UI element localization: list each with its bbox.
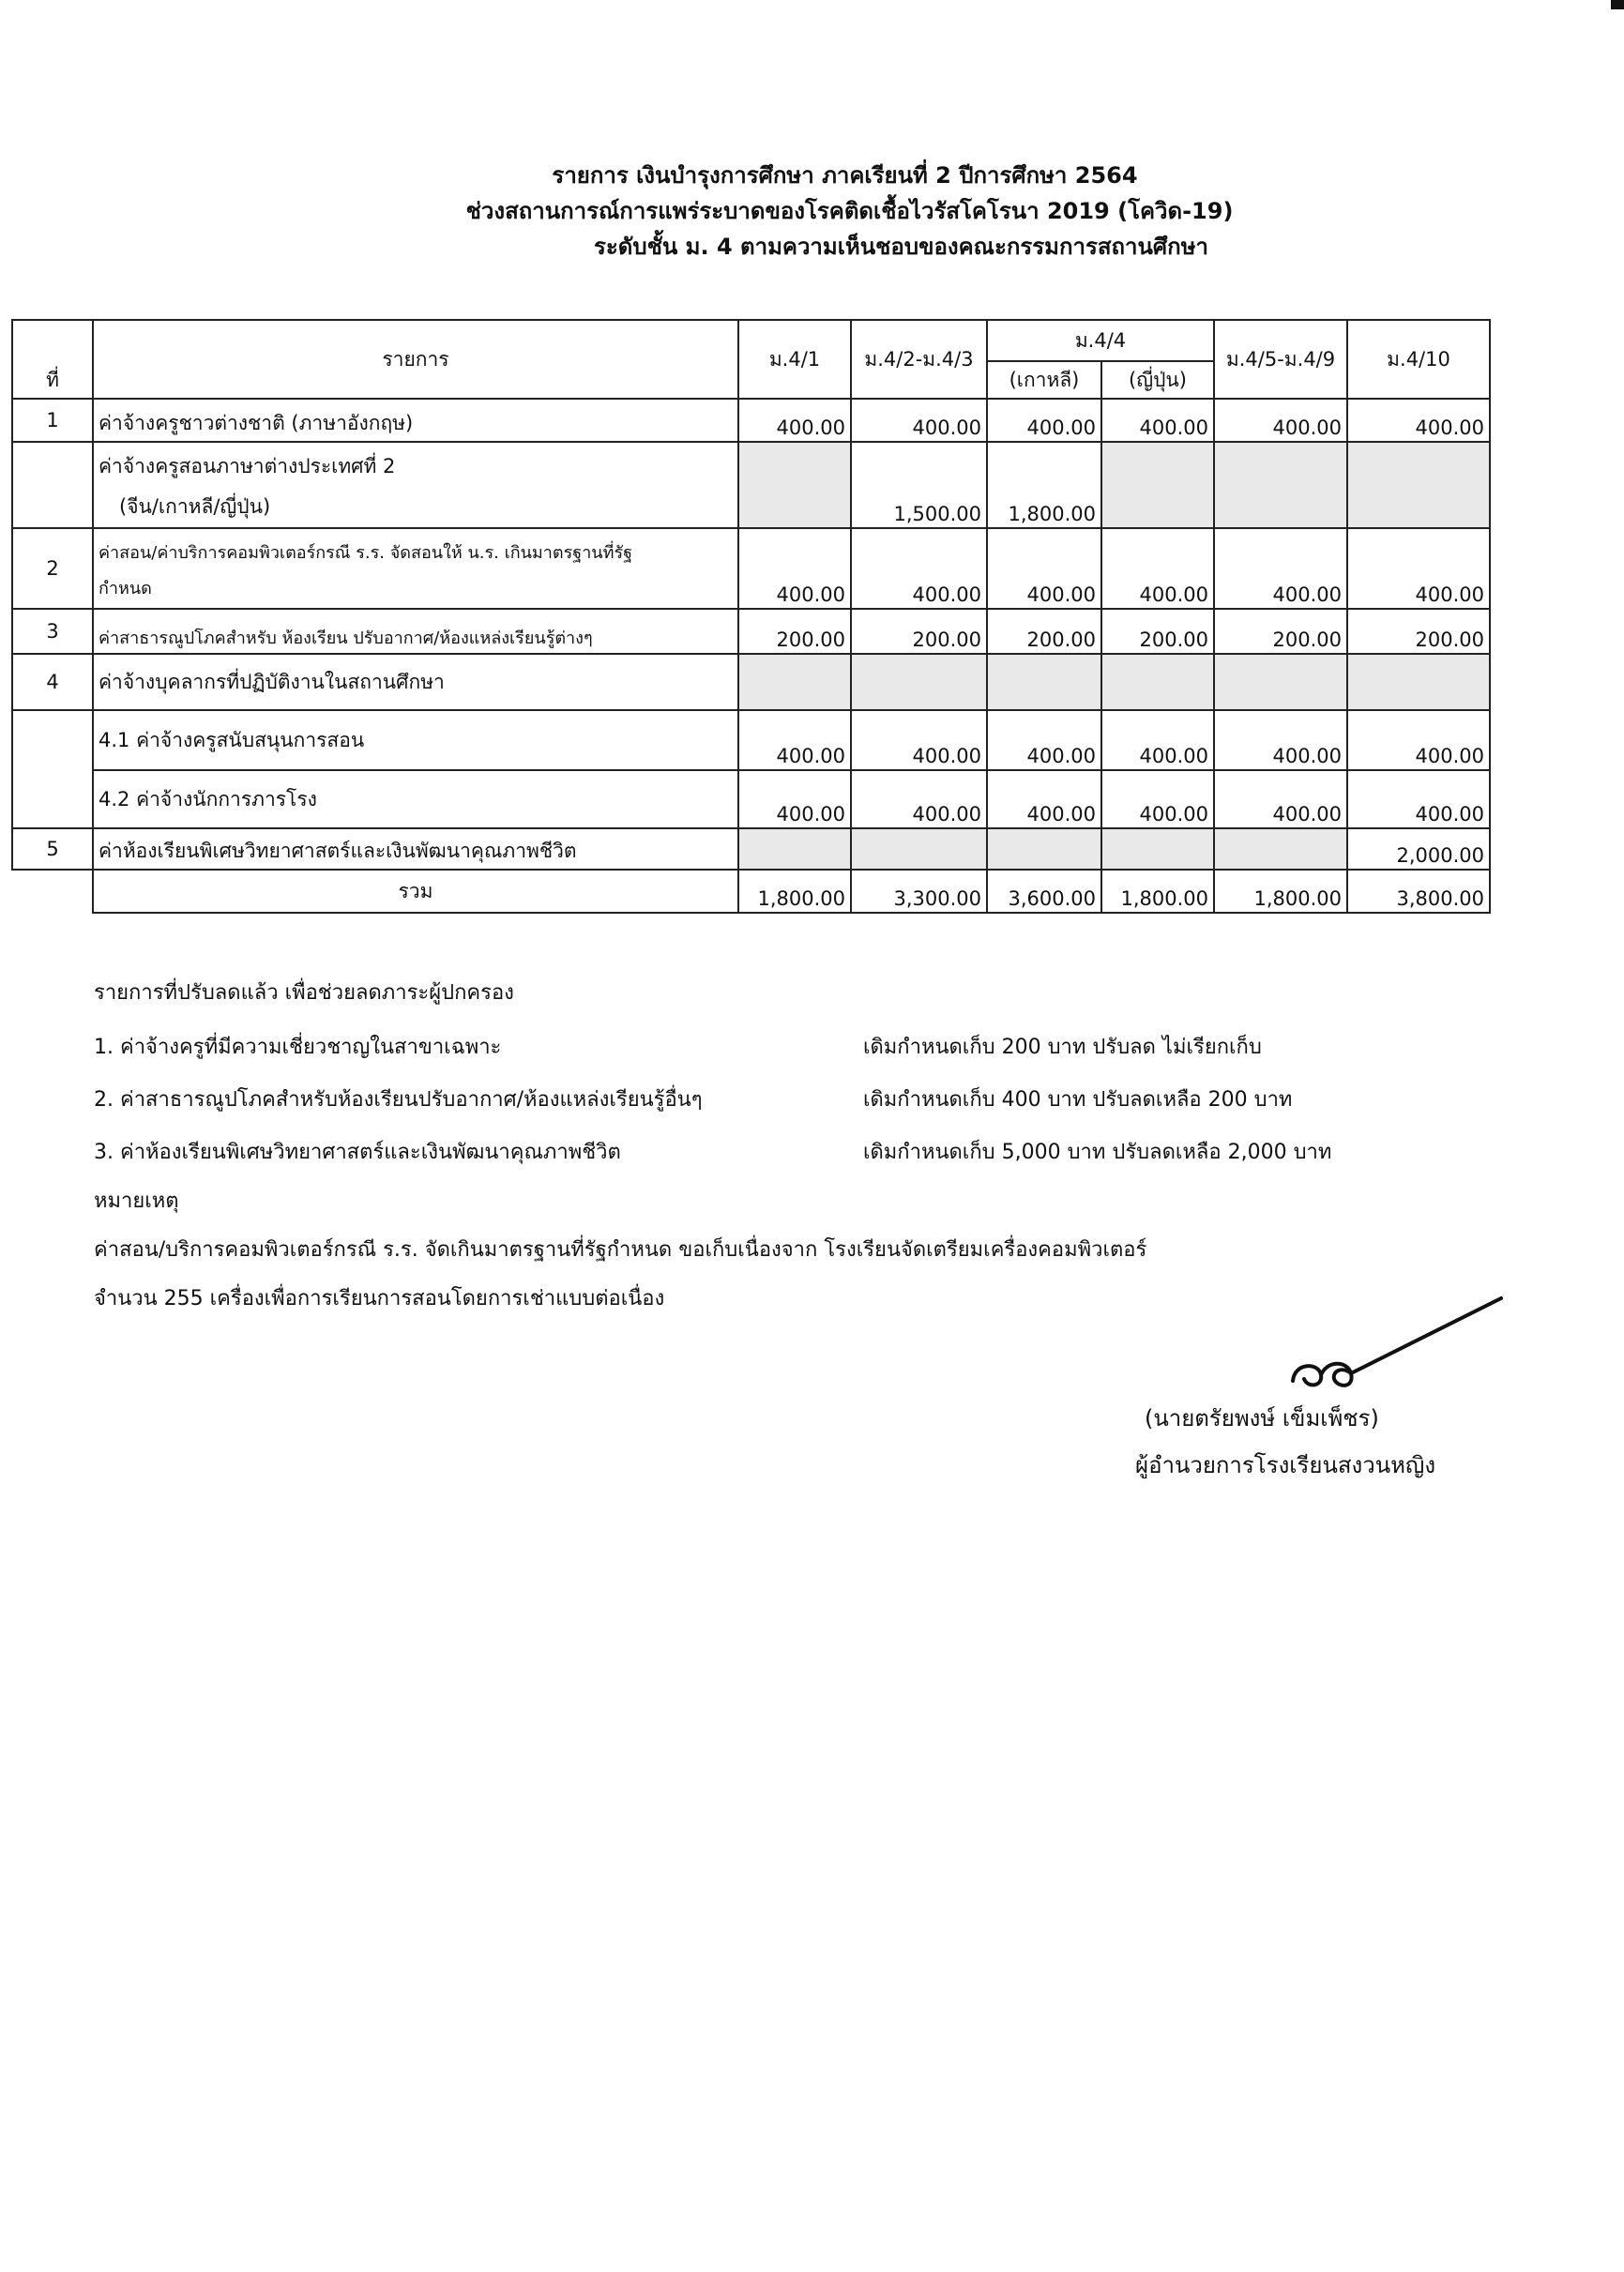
cell-value: 400.00 [1101,710,1214,770]
cell-value [851,654,987,710]
row-item: ค่าสาธารณูปโภคสำหรับ ห้องเรียน ปรับอากาศ/ห้องแหล่งเรียนรู้ต่างๆ [93,609,738,654]
cell-value [851,828,987,870]
cell-value [1101,654,1214,710]
cell-value [1101,828,1214,870]
note-item-1: 1. ค่าจ้างครูที่มีความเชี่ยวชาญในสาขาเฉพาะ [94,1036,502,1059]
cell-value: 1,500.00 [851,442,987,528]
total-value: 3,300.00 [851,870,987,913]
total-value: 1,800.00 [1101,870,1214,913]
cell-value: 1,800.00 [987,442,1101,528]
cell-value: 400.00 [851,770,987,828]
row-item [93,528,738,609]
row-item [93,442,738,528]
row-no: 2 [12,528,93,609]
row-item-line-1: ค่าสอน/ค่าบริการคอมพิวเตอร์กรณี ร.ร. จัดสอนให้ น.ร. เกินมาตรฐานที่รัฐ [99,543,633,563]
cell-value: 200.00 [738,609,851,654]
header-m4-4: ม.4/4 [987,320,1214,361]
total-label: รวม [93,870,738,913]
title-line-1: รายการ เงินบำรุงการศึกษา ภาคเรียนที่ 2 ปีการศึกษา 2564 [552,162,1138,189]
cell-value: 400.00 [1101,399,1214,442]
cell-value: 400.00 [987,770,1101,828]
cell-value: 400.00 [738,399,851,442]
cell-value [1214,442,1347,528]
cell-value [987,828,1101,870]
row-no [12,442,93,528]
cell-value: 400.00 [738,710,851,770]
signatory-position: ผู้อำนวยการโรงเรียนสงวนหญิง [1135,1452,1436,1478]
cell-value: 200.00 [1347,609,1490,654]
cell-value: 200.00 [851,609,987,654]
cell-value: 400.00 [987,399,1101,442]
row-no [12,710,93,828]
cell-value: 400.00 [738,528,851,609]
cell-value: 400.00 [1214,528,1347,609]
scan-edge-mark [1611,0,1624,9]
row-no: 1 [12,399,93,442]
table-row [12,609,1490,654]
cell-value: 400.00 [1347,770,1490,828]
table-row [12,399,1490,442]
cell-value [738,442,851,528]
header-m4-5-9: ม.4/5-ม.4/9 [1214,320,1347,399]
fee-table [11,319,1491,914]
cell-value [1214,828,1347,870]
header-m4-1: ม.4/1 [738,320,851,399]
table-row [12,442,1490,528]
total-value: 3,800.00 [1347,870,1490,913]
signatory-name: (นายตรัยพงษ์ เข็มเพ็ชร) [1145,1405,1379,1431]
table-row [12,654,1490,710]
note-item-3: 3. ค่าห้องเรียนพิเศษวิทยาศาสตร์และเงินพัฒนาคุณภาพชีวิต [94,1141,621,1164]
cell-value [1101,442,1214,528]
cell-value: 400.00 [987,528,1101,609]
cell-value: 200.00 [1101,609,1214,654]
row-item-line-1: ค่าจ้างครูสอนภาษาต่างประเทศที่ 2 [99,455,396,477]
cell-value: 200.00 [1214,609,1347,654]
cell-value: 400.00 [738,770,851,828]
note-detail-1: เดิมกำหนดเก็บ 200 บาท ปรับลด ไม่เรียกเก็บ [863,1036,1262,1059]
table-header-row [12,320,1490,361]
header-m4-4-japanese: (ญี่ปุ่น) [1101,361,1214,399]
remark-line-1: ค่าสอน/บริการคอมพิวเตอร์กรณี ร.ร. จัดเกินมาตรฐานที่รัฐกำหนด ขอเก็บเนื่องจาก โรงเรียนจัดเตรียมเครื่องคอมพิวเตอร์ [94,1238,1147,1262]
row-item: ค่าจ้างบุคลากรที่ปฏิบัติงานในสถานศึกษา [93,654,738,710]
cell-value: 400.00 [851,399,987,442]
total-spacer [12,870,93,913]
cell-value [1347,654,1490,710]
row-no: 5 [12,828,93,870]
total-value: 1,800.00 [738,870,851,913]
title-line-2: ช่วงสถานการณ์การแพร่ระบาดของโรคติดเชื้อไวรัสโคโรนา 2019 (โควิด-19) [465,198,1234,224]
cell-value [987,654,1101,710]
row-item: 4.1 ค่าจ้างครูสนับสนุนการสอน [93,710,738,770]
cell-value: 400.00 [1101,770,1214,828]
header-item: รายการ [93,320,738,399]
cell-value: 400.00 [1214,710,1347,770]
cell-value: 400.00 [1101,528,1214,609]
cell-value: 400.00 [1214,770,1347,828]
cell-value: 400.00 [851,710,987,770]
total-value: 3,600.00 [987,870,1101,913]
cell-value [738,654,851,710]
table-row [12,770,1490,828]
row-item-line-2: (จีน/เกาหลี/ญี่ปุ่น) [119,495,271,518]
note-item-2: 2. ค่าสาธารณูปโภคสำหรับห้องเรียนปรับอากาศ/ห้องแหล่งเรียนรู้อื่นๆ [94,1088,703,1112]
total-value: 1,800.00 [1214,870,1347,913]
row-item-line-2: กำหนด [99,579,152,598]
cell-value: 400.00 [987,710,1101,770]
cell-value [1214,654,1347,710]
row-item: ค่าห้องเรียนพิเศษวิทยาศาสตร์และเงินพัฒนาคุณภาพชีวิต [93,828,738,870]
total-row [12,870,1490,913]
cell-value: 400.00 [1347,710,1490,770]
signature-block [1032,1295,1520,1501]
title-line-3: ระดับชั้น ม. 4 ตามความเห็นชอบของคณะกรรมการสถานศึกษา [594,234,1208,260]
cell-value: 200.00 [987,609,1101,654]
document-header [0,158,1624,265]
table-row [12,828,1490,870]
row-no: 3 [12,609,93,654]
header-m4-2-3: ม.4/2-ม.4/3 [851,320,987,399]
cell-value: 400.00 [1347,399,1490,442]
table-row [12,710,1490,770]
notes-intro: รายการที่ปรับลดแล้ว เพื่อช่วยลดภาระผู้ปกครอง [94,981,514,1005]
remark-line-2: จำนวน 255 เครื่องเพื่อการเรียนการสอนโดยการเช่าแบบต่อเนื่อง [94,1287,665,1310]
table-row [12,528,1490,609]
cell-value: 400.00 [1347,528,1490,609]
cell-value: 400.00 [851,528,987,609]
header-m4-4-korean: (เกาหลี) [987,361,1101,399]
signature-mark-icon [1267,1295,1520,1398]
row-no: 4 [12,654,93,710]
cell-value [1347,442,1490,528]
note-detail-2: เดิมกำหนดเก็บ 400 บาท ปรับลดเหลือ 200 บาท [863,1088,1293,1112]
cell-value: 2,000.00 [1347,828,1490,870]
cell-value [738,828,851,870]
cell-value: 400.00 [1214,399,1347,442]
row-item: ค่าจ้างครูชาวต่างชาติ (ภาษาอังกฤษ) [93,399,738,442]
header-no: ที่ [12,320,93,399]
note-detail-3: เดิมกำหนดเก็บ 5,000 บาท ปรับลดเหลือ 2,000 บาท [863,1141,1332,1164]
remark-label: หมายเหตุ [94,1189,179,1213]
row-item: 4.2 ค่าจ้างนักการภารโรง [93,770,738,828]
header-m4-10: ม.4/10 [1347,320,1490,399]
